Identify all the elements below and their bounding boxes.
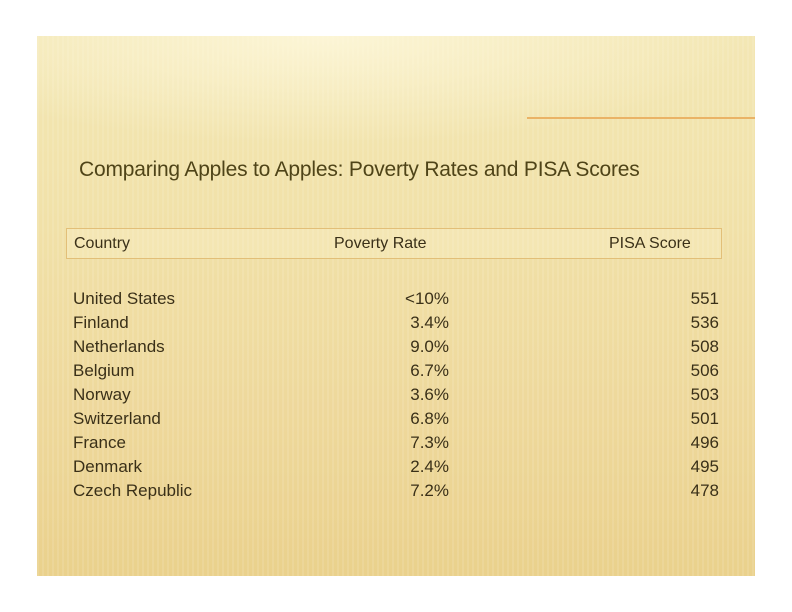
poverty-rate-cell: 7.3% [410,433,449,452]
column-header-pisa-score: PISA Score [609,235,691,252]
slide-background-glow [37,36,755,146]
slide [37,36,755,576]
table-header [66,228,722,259]
table-row [73,385,733,409]
table-row [73,289,733,313]
slide-title: Comparing Apples to Apples: Poverty Rates and PISA Scores [79,158,640,181]
table-row [73,481,733,505]
pisa-score-cell: 501 [690,409,719,428]
table-row [73,337,733,361]
country-cell: Czech Republic [73,481,193,500]
poverty-rate-cell: <10% [405,289,449,308]
poverty-rate-cell: 3.4% [410,313,449,332]
poverty-rate-cell: 6.7% [410,361,449,380]
pisa-score-cell: 536 [690,313,719,332]
poverty-rate-cell: 2.4% [410,457,449,476]
column-header-country: Country [74,235,131,252]
pisa-score-cell: 508 [690,337,719,356]
country-cell: France [73,433,126,452]
country-cell: Switzerland [73,409,161,428]
country-cell: Belgium [73,361,135,380]
poverty-rate-cell: 6.8% [410,409,449,428]
country-cell: Denmark [73,457,142,476]
pisa-score-cell: 551 [690,289,719,308]
table-row [73,433,733,457]
accent-line [527,117,755,119]
table-row [73,313,733,337]
table-row [73,457,733,481]
country-cell: Norway [73,385,131,404]
pisa-score-cell: 503 [690,385,719,404]
poverty-rate-cell: 3.6% [410,385,449,404]
pisa-score-cell: 478 [690,481,719,500]
country-cell: Netherlands [73,337,165,356]
pisa-score-cell: 496 [690,433,719,452]
table-row [73,361,733,385]
column-header-poverty-rate: Poverty Rate [334,235,427,252]
pisa-score-cell: 506 [690,361,719,380]
table-row [73,409,733,433]
poverty-rate-cell: 9.0% [410,337,449,356]
country-cell: Finland [73,313,129,332]
poverty-rate-cell: 7.2% [410,481,449,500]
country-cell: United States [73,289,176,308]
pisa-score-cell: 495 [690,457,719,476]
